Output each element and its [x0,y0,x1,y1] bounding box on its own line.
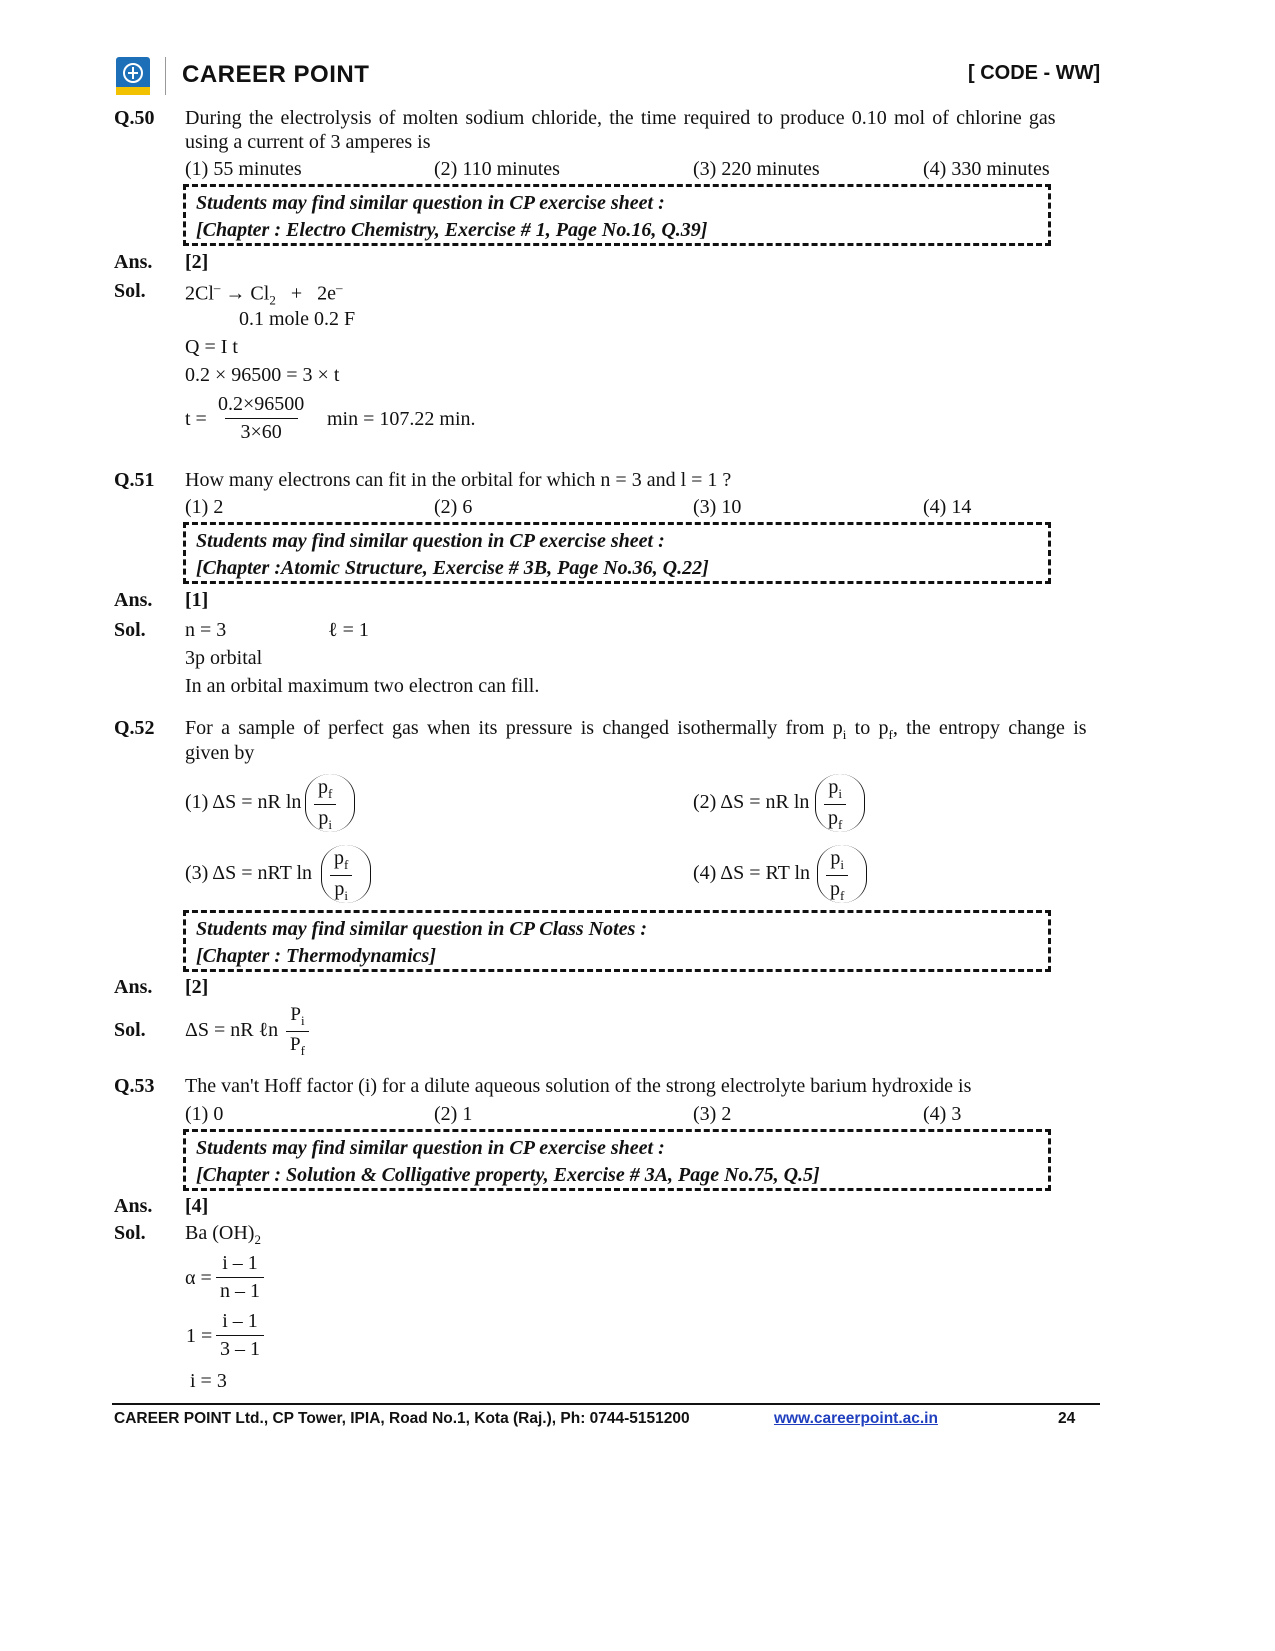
question-number: Q.51 [114,469,155,491]
fraction: $\frac{i - 1}{n - 1}$ [216,1252,264,1303]
header-divider [165,57,166,95]
answer-value: [2] [185,976,209,998]
solution-line: Ba $(OH)_2$ [185,1222,261,1247]
option: (1) 2 [185,496,224,518]
option: (2) 1 [434,1103,473,1125]
reference-line: [Chapter : Electro Chemistry, Exercise # 1, Page No.16, Q.39] [196,219,708,241]
reference-box [183,184,1051,246]
fraction: $\frac{p_f}{p_i}$ [330,847,352,904]
solution-equation: ΔS = nR ℓn [185,1019,279,1041]
reference-line: [Chapter : Thermodynamics] [196,945,436,967]
solution-line: n = 3 [185,619,227,641]
reference-line: Students may find similar question in CP exercise sheet : [196,530,665,552]
answer-value: [2] [185,251,209,273]
reference-box [183,910,1051,972]
paper-code: [ CODE - WW] [968,62,1101,84]
solution-label: Sol. [114,280,146,302]
answer-label: Ans. [114,1195,153,1217]
answer-label: Ans. [114,589,153,611]
answer-label: Ans. [114,976,153,998]
footer-address: CAREER POINT Ltd., CP Tower, IPIA, Road No.1, Kota (Raj.), Ph: 0744-5151200 [114,1410,690,1427]
solution-line: In an orbital maximum two electron can fill. [185,675,540,697]
answer-value: [1] [185,589,209,611]
option: (2) 110 minutes [434,158,560,180]
option: (1) 55 minutes [185,158,302,180]
option: (2) 6 [434,496,473,518]
fraction: $\frac{0.2\times 96500}{3\times 60}$ [218,393,305,443]
option: (3) 10 [693,496,742,518]
solution-label: Sol. [114,619,146,641]
reference-line: Students may find similar question in CP exercise sheet : [196,1137,665,1159]
solution-label-t: t = [185,408,207,430]
footer-divider [112,1403,1100,1405]
question-text: The van't Hoff factor (i) for a dilute aqueous solution of the strong electrolyte barium hydroxide is [185,1075,972,1097]
option: (1) 0 [185,1103,224,1125]
reference-line: [Chapter :Atomic Structure, Exercise # 3B, Page No.36, Q.22] [196,557,709,579]
reference-line: Students may find similar question in CP exercise sheet : [196,192,665,214]
logo [116,57,150,95]
fraction: $\frac{p_i}{p_f}$ [826,847,848,904]
solution-equation: $2Cl^- \to Cl_2$ + 2e– [185,280,343,308]
option: (1) ΔS = nR ln [185,791,302,813]
answer-label: Ans. [114,251,153,273]
solution-line: 0.2 × 96500 = 3 × t [185,364,340,386]
reference-line: [Chapter : Solution & Colligative property, Exercise # 3A, Page No.75, Q.5] [196,1164,820,1186]
solution-label: Sol. [114,1222,146,1244]
question-text: using a current of 3 amperes is [185,131,431,153]
question-text: How many electrons can fit in the orbital for which n = 3 and l = 1 ? [185,469,732,491]
question-number: Q.50 [114,107,155,129]
question-text: given by [185,742,255,764]
option: (2) ΔS = nR ln [693,791,810,813]
solution-line: ℓ = 1 [328,619,369,641]
answer-value: [4] [185,1195,209,1217]
solution-line: 1 = [186,1325,213,1347]
option: (4) 3 [923,1103,962,1125]
option: (4) 330 minutes [923,158,1050,180]
question-number: Q.52 [114,717,155,739]
footer-website-link[interactable]: www.careerpoint.ac.in [774,1410,938,1427]
reference-line: Students may find similar question in CP Class Notes : [196,918,648,940]
brand-name: CAREER POINT [182,61,370,88]
fraction: $\frac{i - 1}{3 - 1}$ [216,1310,264,1361]
fraction: $\frac{p_f}{p_i}$ [314,776,336,833]
fraction: $\frac{P_i}{P_f}$ [286,1004,309,1059]
solution-line: 0.1 mole 0.2 F [239,308,356,330]
option: (3) ΔS = nRT ln [185,862,313,884]
page-number: 24 [1058,1410,1076,1427]
option: (4) ΔS = RT ln [693,862,811,884]
option: (3) 220 minutes [693,158,820,180]
solution-label: Sol. [114,1019,146,1041]
solution-line: Q = I t [185,336,238,358]
cp-logo-icon [116,57,150,95]
solution-line: min = 107.22 min. [327,408,476,430]
solution-line: α = [185,1267,212,1289]
reference-box [183,522,1051,584]
fraction: $\frac{p_i}{p_f}$ [824,776,846,833]
solution-line: i = 3 [190,1370,227,1392]
question-text: During the electrolysis of molten sodium chloride, the time required to produce 0.10 mol of chlorine gas [185,107,1056,129]
option: (3) 2 [693,1103,732,1125]
solution-line: 3p orbital [185,647,263,669]
reference-box [183,1129,1051,1191]
question-text: For a sample of perfect gas when its pressure is changed isothermally from $p_i$ to $p_f$, the entropy change is [185,717,1087,742]
question-number: Q.53 [114,1075,155,1097]
option: (4) 14 [923,496,972,518]
